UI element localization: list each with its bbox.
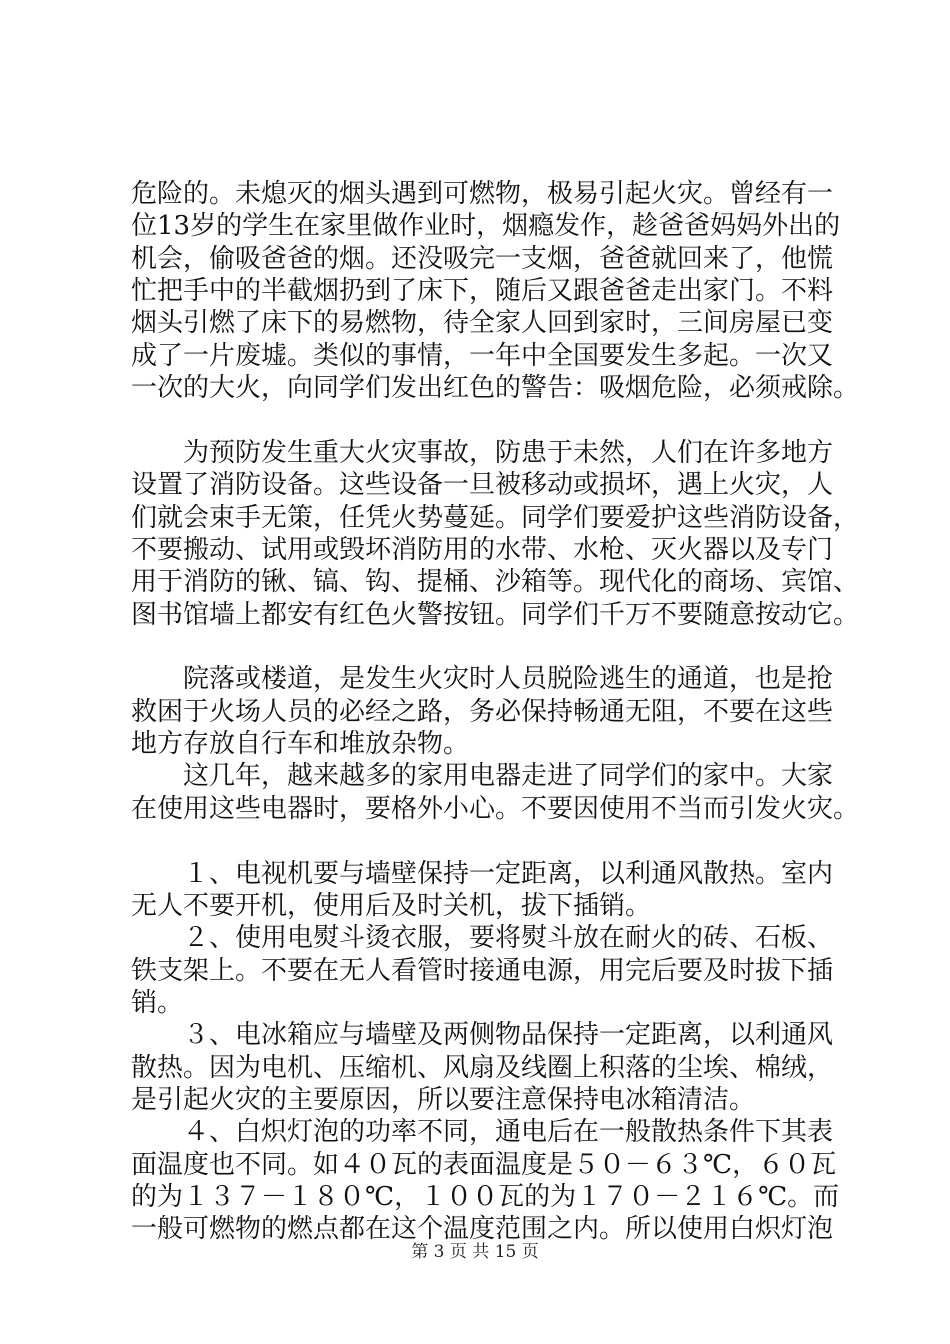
text-line: 散热。因为电机、压缩机、风扇及线圈上积落的尘埃、棉绒， — [131, 1053, 834, 1083]
text-line: 的为１３７－１８０℃，１００瓦的为１７０－２１６℃。而 — [131, 1182, 840, 1212]
text-line: 地方存放自行车和堆放杂物。 — [131, 729, 470, 759]
text-line: 一般可燃物的燃点都在这个温度范围之内。所以使用白炽灯泡 — [131, 1214, 834, 1244]
text-line: 是引起火灾的主要原因，所以要注意保持电冰箱清洁。 — [131, 1085, 756, 1115]
text-line: 不要搬动、试用或毁坏消防用的水带、水枪、灭火器以及专门 — [131, 535, 834, 565]
text-line: 无人不要开机，使用后及时关机，拔下插销。 — [131, 891, 652, 921]
text-line: ３、电冰箱应与墙壁及两侧物品保持一定距离，以利通风 — [131, 1020, 834, 1050]
text-line: 机会，偷吸爸爸的烟。还没吸完一支烟，爸爸就回来了，他慌 — [131, 244, 834, 274]
text-line: ４、白炽灯泡的功率不同，通电后在一般散热条件下其表 — [131, 1117, 834, 1147]
text-line: 在使用这些电器时，要格外小心。不要因使用不当而引发火灾。 — [131, 794, 860, 824]
text-line: 危险的。未熄灭的烟头遇到可燃物，极易引起火灾。曾经有一 — [131, 179, 834, 209]
text-line: 救困于火场人员的必经之路，务必保持畅通无阻，不要在这些 — [131, 697, 834, 727]
text-line: 铁支架上。不要在无人看管时接通电源，用完后要及时拔下插 — [131, 956, 834, 986]
text-line: 院落或楼道，是发生火灾时人员脱险逃生的通道，也是抢 — [131, 664, 834, 694]
text-line: 为预防发生重大火灾事故，防患于未然，人们在许多地方 — [131, 438, 834, 468]
text-line: 位13岁的学生在家里做作业时，烟瘾发作，趁爸爸妈妈外出的 — [131, 211, 841, 241]
text-line: 图书馆墙上都安有红色火警按钮。同学们千万不要随意按动它。 — [131, 600, 860, 630]
text-line: 们就会束手无策，任凭火势蔓延。同学们要爱护这些消防设备， — [131, 503, 860, 533]
text-line: 销。 — [131, 988, 184, 1018]
text-line: 用于消防的锹、镐、钩、提桶、沙箱等。现代化的商场、宾馆、 — [131, 567, 860, 597]
text-line: 成了一片废墟。类似的事情，一年中全国要发生多起。一次又 — [131, 341, 834, 371]
text-line: 一次的大火，向同学们发出红色的警告：吸烟危险，必须戒除。 — [131, 373, 860, 403]
text-line: 忙把手中的半截烟扔到了床下，随后又跟爸爸走出家门。不料 — [131, 276, 834, 306]
text-line: 设置了消防设备。这些设备一旦被移动或损坏，遇上火灾，人 — [131, 470, 834, 500]
text-line: 面温度也不同。如４０瓦的表面温度是５０－６３℃，６０瓦 — [131, 1150, 837, 1180]
text-line: １、电视机要与墙壁保持一定距离，以利通风散热。室内 — [131, 859, 834, 889]
text-line: 这几年，越来越多的家用电器走进了同学们的家中。大家 — [131, 761, 834, 791]
text-line: ２、使用电熨斗烫衣服，要将熨斗放在耐火的砖、石板、 — [131, 923, 834, 953]
text-line: 烟头引燃了床下的易燃物，待全家人回到家时，三间房屋已变 — [131, 308, 834, 338]
page-footer: 第 3 页 共 15 页 — [411, 1242, 539, 1262]
